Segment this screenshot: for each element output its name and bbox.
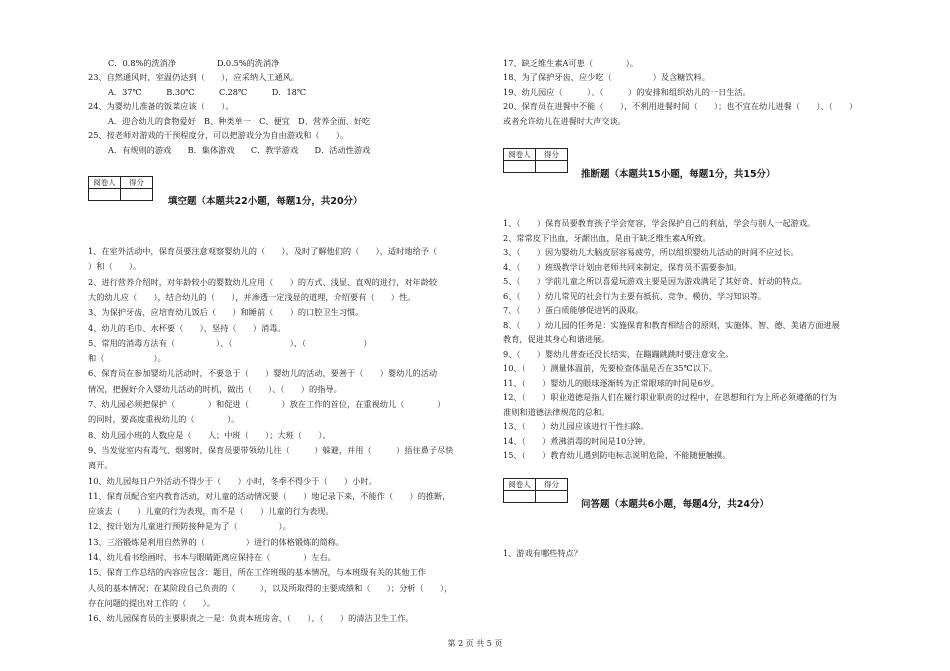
fill-question-line: 应该去（ ）儿童的行为表现，而不是（ ）儿童的行为表现。 <box>88 506 334 516</box>
judge-question-line: 3、（ ）因为婴幼儿大脑皮层容易疲劳，所以组织婴幼儿活动的时间不应过长。 <box>503 247 799 257</box>
question-line: 25、按老师对游戏的干预程度分，可以把游戏分为自由游戏和（ ）。 <box>88 130 349 140</box>
score-box-judge <box>503 148 568 173</box>
fill-question-line: 14、幼儿看书绘画时，书本与眼睛距离应保持在（ ）左右。 <box>88 552 336 562</box>
question-line: A．迎合幼儿的食物爱好 B、种类单一 C、便宜 D、营养全面、好吃 <box>108 116 371 126</box>
judge-question-line: 2、常常皮下出血，牙龈出血，是由于缺乏维生素A所致。 <box>503 233 711 243</box>
fill-question-line: 人员的基本情况；在某阶段自己负责的（ ），以及所取得的主要成绩和（ ）；分析（ ）， <box>88 583 453 593</box>
judge-section-title: 推断题（本题共15小题，每题1分，共15分） <box>581 169 776 180</box>
page-footer: 第 2 页 共 5 页 <box>447 639 503 648</box>
question-line: C．0.8%的洗消净 D.0.5%的洗消净 <box>108 58 280 68</box>
fill-question-line: 大的幼儿应（ ），结合幼儿的（ ），并渗透一定浅显的道理，介绍要有（ ）性。 <box>88 292 416 302</box>
fill-question-line: 存在问题的提出对工作的（ ）。 <box>88 598 215 608</box>
fill-question-line: 10、幼儿园每日户外活动不得少于（ ）小时，冬季不得少于（ ）小时。 <box>88 476 377 486</box>
qa-question-line: 1、游戏有哪些特点？ <box>503 548 582 558</box>
fill-question-line: 3、为保护牙齿，应培育幼儿饭后（ ）和睡前（ ）的口腔卫生习惯。 <box>88 307 364 317</box>
judge-question-line: 10、（ ）测量体温前，先要检查体温是否在35℃以下。 <box>503 363 718 373</box>
question-line: 或者允许幼儿在进餐时大声交谈。 <box>503 116 626 126</box>
score-label: 得分 <box>536 479 568 491</box>
judge-question-line: 9、（ ）婴幼儿普查还没长结实，在蹦蹦跳跳时要注意安全。 <box>503 349 734 359</box>
question-line: 17、缺乏维生素A可患（ ）。 <box>503 58 639 68</box>
fill-question-line: 11、保育员配合室内教育活动，对儿童的活动情况要（ ）地记录下来，不能作（ ）的推断， <box>88 491 451 501</box>
score-box-qa <box>503 478 568 503</box>
fill-question-line: 16、幼儿园保育员的主要职责之一是：负责本班房舍、（ ）、（ ）的清洁卫生工作。 <box>88 613 414 623</box>
fill-question-line: 13、三浴锻炼是利用自然界的（ ）进行的体格锻炼的简称。 <box>88 537 345 547</box>
fill-question-line: 和（ ）。 <box>88 353 166 363</box>
score-cell <box>536 161 568 173</box>
score-cell <box>536 491 568 503</box>
reviewer-label: 阅卷人 <box>89 177 121 189</box>
reviewer-cell <box>504 161 536 173</box>
judge-question-line: 11、（ ）婴幼儿的眼球逐渐转为正常眼球的时间是6岁。 <box>503 378 720 388</box>
judge-question-line: 15、（ ）教育幼儿遇到防电标志说明危险，不能随便触摸。 <box>503 450 731 460</box>
qa-section-title: 问答题（本题共6小题，每题4分，共24分） <box>581 499 769 510</box>
score-cell <box>121 189 153 201</box>
question-line: 24、为婴幼儿准备的饭菜应该（ ）。 <box>88 101 234 111</box>
fill-question-line: 5、常用的消毒方法有（ ）、（ ）、（ ） <box>88 338 372 348</box>
fill-question-line: 9、当发觉室内有毒气、烟雾时，保育员要带领幼儿往（ ）躲避，并用（ ）捂住鼻子尽快 <box>88 445 454 455</box>
question-line: A．有规则的游戏 B．集体游戏 C．教学游戏 D．活动性游戏 <box>108 145 371 155</box>
fill-question-line: 6、保育员在参加婴幼儿活动时，不要急于（ ）婴幼儿的活动，要善于（ ）婴幼儿的活动 <box>88 368 438 378</box>
question-line: 20、保育员在进餐中不能（ ），不利用进餐时间（ ）；也不宜在幼儿进餐（ ）、（ ） <box>503 101 858 111</box>
judge-question-line: 4、（ ）班级教学计划由老师共同来制定，保育员不需要参加。 <box>503 262 742 272</box>
question-line: 18、为了保护牙齿，应少吃（ ）及含糖饮料。 <box>503 72 710 82</box>
judge-question-line: 14、（ ）煮沸消毒的时间是10分钟。 <box>503 436 651 446</box>
fill-question-line: 情况，把握好介入婴幼儿活动的时机，做出（ ）、（ ）的指导。 <box>88 384 342 394</box>
fill-question-line: 1、在室外活动中，保育员要注意观察婴幼儿的（ ），及时了解他们的（ ），适时地给予（ <box>88 246 438 256</box>
judge-question-line: 5、（ ）学前儿童之所以喜爱玩游戏主要是因为游戏满足了其好奇、好动的特点。 <box>503 276 808 286</box>
judge-question-line: 教育，促进其身心和谐进展。 <box>503 334 610 344</box>
judge-question-line: 1、（ ）保育员要教育孩子学会宽容，学会保护自己的利益，学会与别人一起游戏。 <box>503 218 816 228</box>
fill-question-line: 的同时，要高度重视幼儿的（ ）。 <box>88 414 240 424</box>
question-line: 23、自然通风时，室温仍达到（ ），应采纳人工通风。 <box>88 72 300 82</box>
fill-question-line: 2、进行营养介绍时，对年龄较小的婴数幼儿应用（ ）的方式、浅显、直观的进行，对年龄较 <box>88 277 438 287</box>
fill-question-line: ）和（ ）。 <box>88 261 142 271</box>
fill-section-title: 填空题（本题共22小题，每题1分，共20分） <box>168 196 363 207</box>
score-label: 得分 <box>536 149 568 161</box>
score-box-fill <box>88 176 153 201</box>
judge-question-line: 8、（ ）幼儿园的任务是：实施保育和教育相结合的原则，实施体、智、德、美诸方面进展 <box>503 320 840 330</box>
judge-question-line: 13、（ ）幼儿园应该进行干性扫除。 <box>503 421 649 431</box>
fill-question-line: 12、按计划为儿童进行预防接种是为了（ ）。 <box>88 521 291 531</box>
fill-question-line: 4、幼儿的毛巾、水杯要（ ），坚持（ ）消毒。 <box>88 323 286 333</box>
judge-question-line: 6、（ ）幼儿常见的社会行为主要有抵抗、竞争、模仿、学习知识等。 <box>503 291 767 301</box>
question-line: A．37℃ B.30℃ C.28℃ D．18℃ <box>108 87 307 97</box>
judge-question-line: 12、（ ）职业道德是指人们在履行职业职责的过程中，在思想和行为上所必须遵循的行为 <box>503 392 837 402</box>
question-line: 19、幼儿园应（ ）、（ ）的安排和组织幼儿的一日生活。 <box>503 87 751 97</box>
reviewer-cell <box>504 491 536 503</box>
score-label: 得分 <box>121 177 153 189</box>
fill-question-line: 离开。 <box>88 460 113 470</box>
fill-question-line: 8、幼儿园小班的人数应是（ 人；中班（ ）；大班（ ）。 <box>88 430 331 440</box>
reviewer-cell <box>89 189 121 201</box>
fill-question-line: 15、保育工作总结的内容应包含：题目，所在工作班级的基本情况，与本班级有关的其他工作 <box>88 567 426 577</box>
reviewer-label: 阅卷人 <box>504 479 536 491</box>
reviewer-label: 阅卷人 <box>504 149 536 161</box>
judge-question-line: 准则和道德法律规范的总和。 <box>503 407 610 417</box>
fill-question-line: 7、幼儿园必须把保护（ ）和促进（ ）放在工作的首位，在重视幼儿（ ） <box>88 399 446 409</box>
judge-question-line: 7、（ ）蛋白质能够促进钙的汲取。 <box>503 305 644 315</box>
